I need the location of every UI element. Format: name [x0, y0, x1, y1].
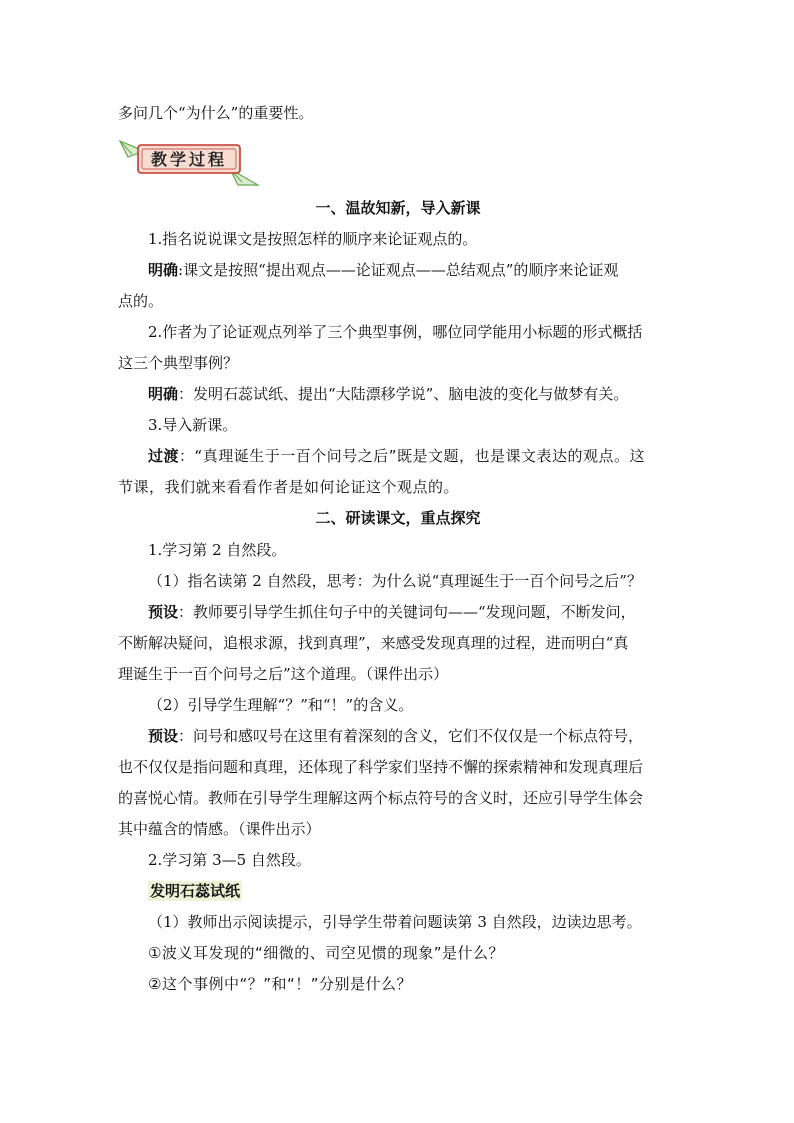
- text-line: ②这个事例中“？”和“！”分别是什么？: [148, 975, 413, 993]
- text-line: [148, 726, 708, 746]
- section-heading: 一、温故知新，导入新课: [315, 199, 481, 217]
- text-body: ：发明石蕊试纸、提出“大陆漂移学说”、脑电波的变化与做梦有关。: [178, 385, 629, 403]
- text-line: 1.学习第 2 自然段。: [148, 541, 287, 559]
- section-banner: [118, 133, 260, 187]
- label-yushe: 预设: [148, 727, 179, 745]
- label-mingque: 明确: [148, 261, 179, 279]
- text-line: 的喜悦心情。教师在引导学生理解这两个标点符号的含义时，还应引导学生体会: [118, 789, 644, 807]
- text-line: （2）引导学生理解“？”和“！”的含义。: [148, 696, 414, 714]
- subheading: [148, 881, 708, 901]
- text-line: 3.导入新课。: [148, 416, 238, 434]
- text-line: 1.指名说说课文是按照怎样的顺序来论证观点的。: [148, 230, 478, 248]
- text-line: （1）教师出示阅读提示，引导学生带着问题读第 3 自然段，边读边思考。: [148, 913, 642, 931]
- text-line: 其中蕴含的情感。（课件出示）: [118, 820, 321, 838]
- text-line: 这三个典型事例？: [118, 354, 239, 372]
- text-body: ：问号和感叹号在这里有着深刻的含义，它们不仅仅是一个标点符号，: [178, 727, 644, 745]
- label-mingque: 明确: [148, 385, 179, 403]
- label-guodu: 过渡: [148, 447, 180, 465]
- text-line: [148, 260, 708, 280]
- text-line: 节课，我们就来看看作者是如何论证这个观点的。: [118, 478, 460, 496]
- text-body: ：教师要引导学生抓住句子中的关键词句——“发现问题，不断发问，: [178, 603, 636, 621]
- text-line: 理诞生于一百个问号之后”这个道理。（课件出示）: [118, 665, 449, 683]
- section-heading: 二、研读课文，重点探究: [315, 509, 481, 527]
- text-line: [148, 602, 708, 622]
- text-line: ①波义耳发现的“细微的、司空见惯的现象”是什么？: [148, 944, 504, 962]
- text-body: :课文是按照“提出观点——论证观点——总结观点”的顺序来论证观: [178, 261, 619, 279]
- label-yushe: 预设: [148, 603, 179, 621]
- banner-label: 教学过程: [150, 150, 228, 169]
- text-line: 2.学习第 3—5 自然段。: [148, 851, 311, 869]
- text-line: 多问几个“为什么”的重要性。: [118, 104, 314, 122]
- text-line: 也不仅仅是指问题和真理，还体现了科学家们坚持不懈的探索精神和发现真理后: [118, 758, 644, 776]
- text-line: 2.作者为了论证观点列举了三个典型事例，哪位同学能用小标题的形式概括: [148, 323, 643, 341]
- text-line: 不断解决疑问，追根求源，找到真理”，来感受发现真理的过程，进而明白“真: [118, 634, 629, 652]
- text-line: [148, 446, 708, 466]
- highlighted-title: 发明石蕊试纸: [150, 882, 241, 900]
- text-line: [148, 384, 708, 404]
- text-line: 点的。: [118, 292, 164, 310]
- text-body: ：“真理诞生于一百个问号之后”既是文题，也是课文表达的观点。这: [179, 447, 646, 465]
- text-line: （1）指名读第 2 自然段，思考：为什么说“真理诞生于一百个问号之后”？: [148, 572, 642, 590]
